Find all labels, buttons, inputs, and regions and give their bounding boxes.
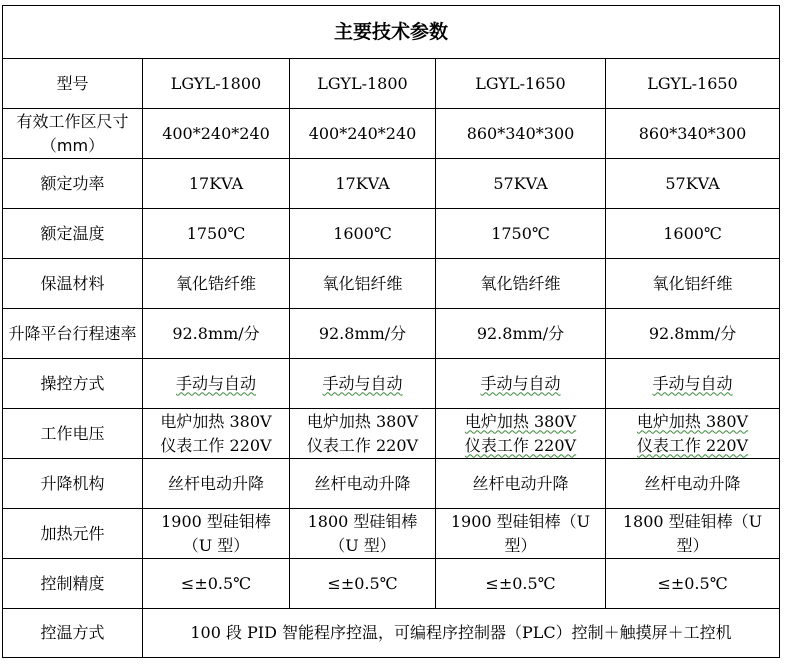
table-row-working-voltage (3, 409, 780, 459)
cell-text: 仪表工作 220V (636, 435, 749, 455)
table-cell: 92.8mm/分 (436, 309, 606, 359)
table-cell (606, 509, 780, 559)
row-label: 升降机构 (3, 459, 143, 509)
cell-text: 电炉加热 380V (464, 411, 577, 431)
table-cell: 57KVA (436, 159, 606, 209)
table-cell: LGYL-1650 (606, 59, 780, 109)
table-cell: 氧化锆纤维 (143, 259, 290, 309)
table-cell: 92.8mm/分 (606, 309, 780, 359)
table-row-operation-mode (3, 359, 780, 409)
table-cell: ≤±0.5℃ (290, 559, 436, 609)
cell-text: 手动与自动 (175, 373, 256, 393)
row-label: 加热元件 (3, 509, 143, 559)
row-label: 工作电压 (3, 409, 143, 459)
cell-text: 手动与自动 (652, 373, 733, 393)
table-cell (436, 409, 606, 459)
table-cell: 氧化铝纤维 (290, 259, 436, 309)
table-row-insulation (3, 259, 780, 309)
row-label: 保温材料 (3, 259, 143, 309)
table-cell (290, 509, 436, 559)
table-cell (143, 359, 290, 409)
table-cell: LGYL-1650 (436, 59, 606, 109)
table-cell: 丝杆电动升降 (290, 459, 436, 509)
table-cell: 氧化铝纤维 (606, 259, 780, 309)
table-cell: ≤±0.5℃ (606, 559, 780, 609)
table-cell: 丝杆电动升降 (143, 459, 290, 509)
table-cell (143, 509, 290, 559)
cell-line: （U 型） (329, 535, 396, 555)
table-cell: 1600℃ (606, 209, 780, 259)
table-cell: 丝杆电动升降 (436, 459, 606, 509)
table-row-work-area (3, 109, 780, 159)
table-row-lift-mechanism (3, 459, 780, 509)
table-cell: 17KVA (143, 159, 290, 209)
table-row-rated-temperature (3, 209, 780, 259)
table-cell (436, 359, 606, 409)
row-label: 额定温度 (3, 209, 143, 259)
table-cell: 17KVA (290, 159, 436, 209)
table-cell (290, 409, 436, 459)
table-cell: ≤±0.5℃ (436, 559, 606, 609)
cell-text: 手动与自动 (480, 373, 561, 393)
table-row-lift-speed (3, 309, 780, 359)
table-cell: 860*340*300 (606, 109, 780, 159)
cell-line: 型） (504, 535, 537, 555)
cell-line (608, 410, 777, 434)
table-cell-wide: 100 段 PID 智能程序控温，可编程序控制器（PLC）控制＋触摸屏＋工控机 (143, 609, 780, 658)
table-cell: ≤±0.5℃ (143, 559, 290, 609)
cell-line: 1800 型硅钼棒 (307, 511, 418, 531)
table-cell: 1750℃ (143, 209, 290, 259)
table-row-temperature-control (3, 609, 780, 658)
table-row-control-accuracy (3, 559, 780, 609)
table-cell: 1750℃ (436, 209, 606, 259)
cell-line: 电炉加热 380V (306, 411, 419, 431)
table-cell: 1600℃ (290, 209, 436, 259)
table-cell: 氧化锆纤维 (436, 259, 606, 309)
cell-line (438, 410, 603, 434)
table-title: 主要技术参数 (3, 6, 780, 59)
table-cell: 57KVA (606, 159, 780, 209)
row-label: 额定功率 (3, 159, 143, 209)
row-label: 型号 (3, 59, 143, 109)
cell-text: 电炉加热 380V (636, 411, 749, 431)
table-cell (143, 409, 290, 459)
cell-line (438, 434, 603, 458)
table-cell (606, 359, 780, 409)
table-cell (606, 409, 780, 459)
table-cell (436, 509, 606, 559)
cell-line (608, 434, 777, 458)
cell-line: 1800 型硅钼棒（U (622, 511, 763, 531)
cell-line: 1900 型硅钼棒 (161, 511, 271, 531)
row-label: 升降平台行程速率 (3, 309, 143, 359)
cell-line: 电炉加热 380V (160, 411, 272, 431)
table-cell: LGYL-1800 (143, 59, 290, 109)
table-cell: 400*240*240 (290, 109, 436, 159)
table-cell: 400*240*240 (143, 109, 290, 159)
table-cell: 860*340*300 (436, 109, 606, 159)
row-label: 有效工作区尺寸（mm） (3, 109, 143, 159)
row-label: 操控方式 (3, 359, 143, 409)
table-title-row (3, 6, 780, 59)
table-cell (290, 359, 436, 409)
cell-text: 手动与自动 (322, 373, 403, 393)
table-cell: LGYL-1800 (290, 59, 436, 109)
technical-parameters-table (2, 5, 780, 658)
cell-text: 仪表工作 220V (464, 435, 577, 455)
cell-line: （U 型） (182, 535, 250, 555)
cell-line: 仪表工作 220V (160, 435, 272, 455)
table-cell: 丝杆电动升降 (606, 459, 780, 509)
table-cell: 92.8mm/分 (290, 309, 436, 359)
table-row-rated-power (3, 159, 780, 209)
cell-line: 型） (676, 535, 709, 555)
row-label: 控温方式 (3, 609, 143, 658)
cell-line: 1900 型硅钼棒（U (450, 511, 591, 531)
table-row-heating-element (3, 509, 780, 559)
cell-line: 仪表工作 220V (306, 435, 419, 455)
row-label: 控制精度 (3, 559, 143, 609)
table-cell: 92.8mm/分 (143, 309, 290, 359)
table-row-model (3, 59, 780, 109)
